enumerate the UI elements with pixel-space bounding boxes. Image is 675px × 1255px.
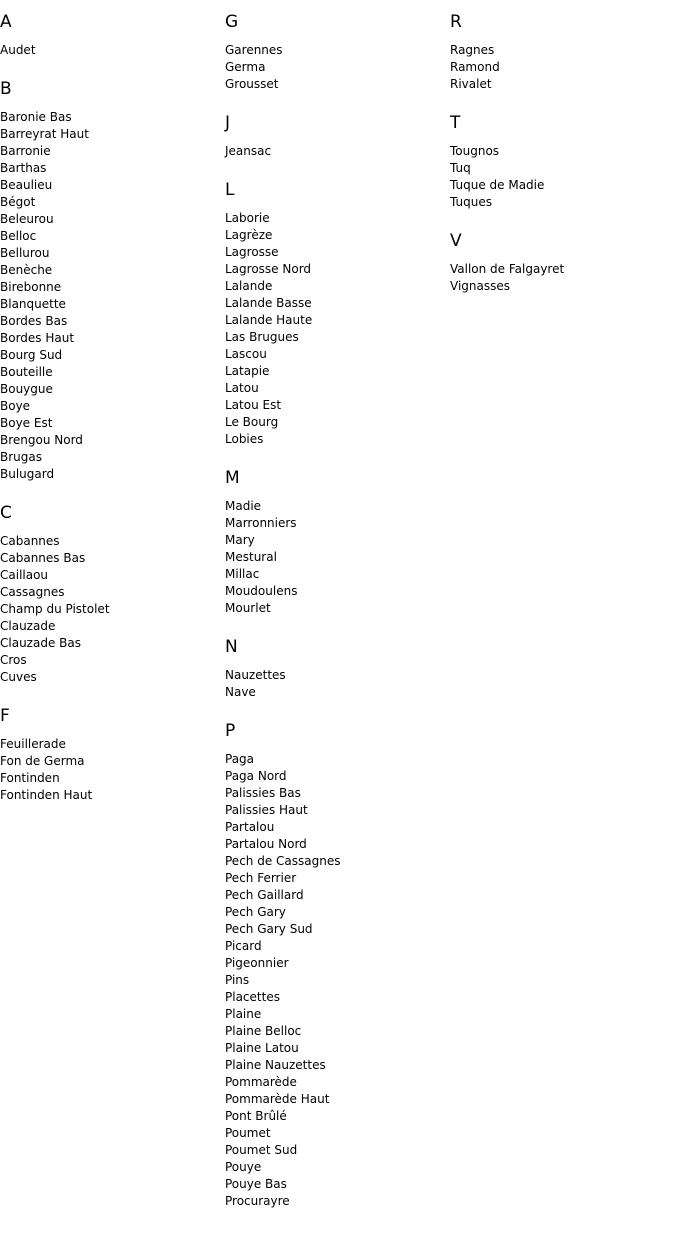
place-link[interactable]: Cassagnes [0, 585, 65, 599]
place-link[interactable]: Cabannes [0, 534, 60, 548]
place-link[interactable]: Brugas [0, 450, 42, 464]
place-list [225, 751, 450, 1210]
column-3 [450, 0, 675, 315]
place-link[interactable]: Garennes [225, 43, 283, 57]
place-link[interactable]: Pigeonnier [225, 956, 289, 970]
place-link[interactable]: Bordes Haut [0, 331, 75, 345]
place-link[interactable]: Birebonne [0, 280, 62, 294]
place-link[interactable]: Pouye Bas [225, 1177, 287, 1191]
place-link[interactable]: Millac [225, 567, 260, 581]
column-2 [225, 0, 450, 1230]
letter-group-n [225, 637, 450, 701]
place-link[interactable]: Paga [225, 752, 255, 766]
place-link[interactable]: Moudoulens [225, 584, 298, 598]
place-link[interactable]: Baronie Bas [0, 110, 72, 124]
place-link[interactable]: Barronie [0, 144, 51, 158]
place-link[interactable]: Pommarède [225, 1075, 297, 1089]
place-link[interactable]: Palissies Haut [225, 803, 308, 817]
letter-group-j [225, 113, 450, 160]
place-link[interactable]: Partalou [225, 820, 275, 834]
place-link[interactable]: Partalou Nord [225, 837, 307, 851]
place-link[interactable]: Feuillerade [0, 737, 66, 751]
letter-heading: J [225, 113, 231, 133]
place-link[interactable]: Nauzettes [225, 668, 286, 682]
place-link[interactable]: Bellurou [0, 246, 50, 260]
place-link[interactable]: Pech de Cassagnes [225, 854, 341, 868]
place-link[interactable]: Las Brugues [225, 330, 299, 344]
place-list [0, 736, 225, 804]
place-link[interactable]: Placettes [225, 990, 280, 1004]
letter-group-m [225, 468, 450, 617]
place-link[interactable]: Palissies Bas [225, 786, 301, 800]
place-link[interactable]: Blanquette [0, 297, 66, 311]
letter-heading: V [450, 231, 462, 251]
place-list [225, 498, 450, 617]
place-link[interactable]: Latapie [225, 364, 270, 378]
place-link[interactable]: Lalande [225, 279, 273, 293]
place-link[interactable]: Plaine Belloc [225, 1024, 302, 1038]
place-link[interactable]: Plaine [225, 1007, 262, 1021]
letter-group-v [450, 231, 675, 295]
letter-heading: T [450, 113, 461, 133]
letter-heading: C [0, 503, 12, 523]
place-link[interactable]: Marronniers [225, 516, 297, 530]
place-list [450, 261, 675, 295]
place-link[interactable]: Poumet Sud [225, 1143, 298, 1157]
letter-group-a [0, 12, 225, 59]
letter-group-l [225, 180, 450, 448]
place-link[interactable]: Pech Gary [225, 905, 286, 919]
place-link[interactable]: Lalande Haute [225, 313, 313, 327]
place-link[interactable]: Vignasses [450, 279, 510, 293]
place-link[interactable]: Tougnos [450, 144, 500, 158]
place-link[interactable]: Procurayre [225, 1194, 290, 1208]
letter-group-c [0, 503, 225, 686]
place-link[interactable]: Lascou [225, 347, 267, 361]
letter-heading: R [450, 12, 462, 32]
place-link[interactable]: Jeansac [225, 144, 272, 158]
place-link[interactable]: Barthas [0, 161, 47, 175]
place-link[interactable]: Bourg Sud [0, 348, 63, 362]
place-link[interactable]: Bordes Bas [0, 314, 68, 328]
place-link[interactable]: Mary [225, 533, 255, 547]
place-list [0, 109, 225, 483]
place-link[interactable]: Boye Est [0, 416, 53, 430]
letter-heading: G [225, 12, 239, 32]
place-link[interactable]: Picard [225, 939, 262, 953]
place-link[interactable]: Beaulieu [0, 178, 53, 192]
letter-heading: P [225, 721, 236, 741]
letter-heading: F [0, 706, 10, 726]
place-link[interactable]: Lalande Basse [225, 296, 312, 310]
place-link[interactable]: Germa [225, 60, 266, 74]
letter-group-p [225, 721, 450, 1210]
place-link[interactable]: Ramond [450, 60, 500, 74]
place-link[interactable]: Cuves [0, 670, 37, 684]
place-link[interactable]: Grousset [225, 77, 279, 91]
place-link[interactable]: Cros [0, 653, 27, 667]
letter-heading: A [0, 12, 12, 32]
place-link[interactable]: Mourlet [225, 601, 271, 615]
place-link[interactable]: Lobies [225, 432, 264, 446]
place-link[interactable]: Mestural [225, 550, 277, 564]
place-link[interactable]: Latou [225, 381, 259, 395]
letter-group-t [450, 113, 675, 211]
place-link[interactable]: Audet [0, 43, 36, 57]
place-link[interactable]: Fon de Germa [0, 754, 85, 768]
place-link[interactable]: Lagrosse [225, 245, 279, 259]
place-link[interactable]: Champ du Pistolet [0, 602, 110, 616]
place-link[interactable]: Fontinden Haut [0, 788, 93, 802]
place-link[interactable]: Benèche [0, 263, 53, 277]
letter-group-r [450, 12, 675, 93]
place-link[interactable]: Le Bourg [225, 415, 279, 429]
place-link[interactable]: Ragnes [450, 43, 495, 57]
place-list [225, 210, 450, 448]
place-link[interactable]: Lagrosse Nord [225, 262, 312, 276]
letter-group-f [0, 706, 225, 804]
place-link[interactable]: Clauzade Bas [0, 636, 81, 650]
letter-group-g [225, 12, 450, 93]
place-link[interactable]: Latou Est [225, 398, 282, 412]
place-link[interactable]: Bégot [0, 195, 36, 209]
place-list [225, 42, 450, 93]
letter-group-b [0, 79, 225, 483]
place-link[interactable]: Beleurou [0, 212, 54, 226]
place-link[interactable]: Tuques [450, 195, 492, 209]
place-list [450, 42, 675, 93]
place-link[interactable]: Bouteille [0, 365, 53, 379]
place-link[interactable]: Madie [225, 499, 262, 513]
place-link[interactable]: Pont Brûlé [225, 1109, 287, 1123]
place-link[interactable]: Bulugard [0, 467, 55, 481]
place-link[interactable]: Paga Nord [225, 769, 287, 783]
place-link[interactable]: Clauzade [0, 619, 56, 633]
place-link[interactable]: Plaine Nauzettes [225, 1058, 326, 1072]
place-link[interactable]: Belloc [0, 229, 37, 243]
place-link[interactable]: Vallon de Falgayret [450, 262, 565, 276]
place-link[interactable]: Tuq [450, 161, 471, 175]
letter-heading: M [225, 468, 240, 488]
place-link[interactable]: Laborie [225, 211, 270, 225]
place-list [0, 42, 225, 59]
place-list [450, 143, 675, 211]
place-link[interactable]: Lagrèze [225, 228, 273, 242]
place-link[interactable]: Rivalet [450, 77, 492, 91]
place-link[interactable]: Pommarède Haut [225, 1092, 330, 1106]
letter-heading: B [0, 79, 12, 99]
place-link[interactable]: Fontinden [0, 771, 60, 785]
place-list [225, 143, 450, 160]
place-link[interactable]: Pins [225, 973, 250, 987]
place-link[interactable]: Plaine Latou [225, 1041, 299, 1055]
place-link[interactable]: Cabannes Bas [0, 551, 86, 565]
place-link[interactable]: Pech Gary Sud [225, 922, 313, 936]
place-link[interactable]: Bouygue [0, 382, 53, 396]
place-link[interactable]: Pech Gaillard [225, 888, 304, 902]
place-link[interactable]: Poumet [225, 1126, 271, 1140]
place-link[interactable]: Barreyrat Haut [0, 127, 89, 141]
column-1 [0, 0, 225, 824]
place-list [225, 667, 450, 701]
place-link[interactable]: Nave [225, 685, 256, 699]
letter-heading: L [225, 180, 235, 200]
place-link[interactable]: Pech Ferrier [225, 871, 297, 885]
letter-heading: N [225, 637, 238, 657]
place-link[interactable]: Caillaou [0, 568, 49, 582]
place-link[interactable]: Boye [0, 399, 31, 413]
place-list [0, 533, 225, 686]
place-link[interactable]: Brengou Nord [0, 433, 83, 447]
place-link[interactable]: Pouye [225, 1160, 262, 1174]
place-link[interactable]: Tuque de Madie [450, 178, 545, 192]
